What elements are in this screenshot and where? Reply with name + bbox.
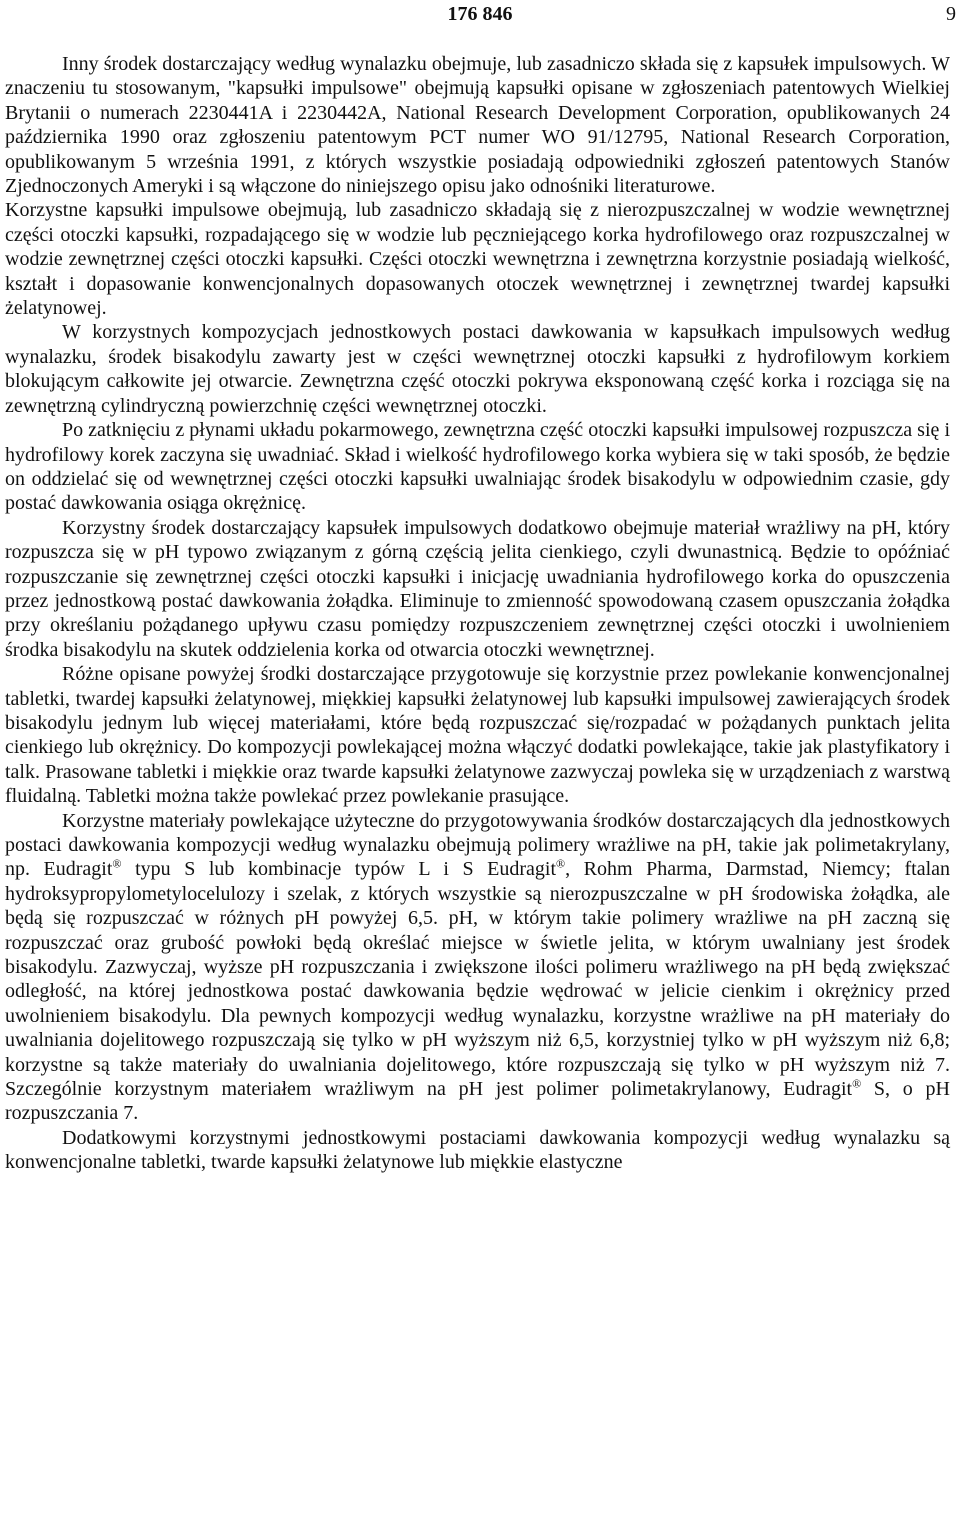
paragraph: Po zatknięciu z płynami układu pokarmowego, zewnętrzna część otoczki kapsułki impulsowej rozpuszcza się i hydrofilowy korek zaczyna się uwadniać. Skład i wielkość hydrofilowego korka wybiera się w taki sposób, że będzie on oddzielać się od wewnętrznej części otoczki kapsułki uwalniając środek bisakodylu w odpowiednim czasie, gdy postać dawkowania osiąga okrężnicę. (5, 419, 950, 515)
paragraph: Inny środek dostarczający według wynalazku obejmuje, lub zasadniczo składa się z kapsułek impulsowych. W znaczeniu tu stosowanym, "kapsułki impulsowe" obejmują kapsułki opisane w zgłoszeniach patentowych Wielkiej Brytanii o numerach 2230441A i 2230442A, National Research Development Corporation, opublikowanych 24 października 1990 oraz zgłoszeniu patentowym PCT numer WO 91/12795, National Research Corporation, opublikowanym 5 września 1991, z których wszystkie posiadają odpowiedniki zgłoszeń patentowych Stanów Zjednoczonych Ameryki i są włączone do niniejszego opisu jako odnośniki literaturowe. (5, 53, 950, 198)
paragraph: W korzystnych kompozycjach jednostkowych postaci dawkowania w kapsułkach impulsowych według wynalazku, środek bisakodylu zawarty jest w części wewnętrznej otoczki kapsułki z hydrofilowym korkiem blokującym całkowite jej otwarcie. Zewnętrzna część otoczki pokrywa eksponowaną część korka i rozciąga się na zewnętrzną cylindryczną powierzchnię części wewnętrznej otoczki. (5, 321, 950, 417)
paragraph: Korzystne materiały powlekające użyteczne do przygotowywania środków dostarczających dla jednostkowych postaci dawkowania kompozycji według wynalazku obejmują polimery wrażliwe na pH, takie jak polimetakrylany, np. Eudragit® typu S lub kombinacje typów L i S Eudragit®, Rohm Pharma, Darmstad, Niemcy; ftalan hydroksypropylometylocelulozy i szelak, z których wszystkie są nierozpuszczalne w pH środowiska żołądka, ale będą się rozpuszczać w różnych pH powyżej 6,5. pH, w którym takie polimery wrażliwe na pH zaczną się rozpuszczać oraz grubość powłoki będą określać miejsce w świetle jelita, w którym uwalniany jest środek bisakodylu. Zazwyczaj, wyższe pH rozpuszczania i zwiększone ilości polimeru wrażliwego na pH będą zwiększać odległość, na której jednostkowa postać dawkowania będzie wędrować w jelicie cienkim i okrężnicy przed uwolnieniem bisakodylu. Dla pewnych kompozycji według wynalazku, korzystne wrażliwe na pH materiały do uwalniania dojelitowego rozpuszczają się tylko w pH wyższym niż 6,5, korzystniej tylko w pH wyższym niż 6,8; korzystne są także materiały do uwalniania dojelitowego, które rozpuszczają się tylko w pH wyższym niż 7. Szczególnie korzystnym materiałem wrażliwym na pH jest polimer polimetakrylanowy, Eudragit® S, o pH rozpuszczania 7. (5, 809, 951, 1125)
paragraph: Dodatkowymi korzystnymi jednostkowymi postaciami dawkowania kompozycji według wynalazku są konwencjonalne tabletki, twarde kapsułki żelatynowe lub miękkie elastyczne (5, 1126, 950, 1174)
paragraph: Różne opisane powyżej środki dostarczające przygotowuje się korzystnie przez powlekanie konwencjonalnej tabletki, twardej kapsułki żelatynowej, miękkiej kapsułki żelatynowej lub kapsułki impulsowej zawierających środek bisakodylu jednym lub więcej materiałami, które będą rozpuszczać się/rozpadać w pożądanych punktach jelita cienkiego lub okrężnicy. Do kompozycji powlekającej można włączyć dodatki powlekające, takie jak plastyfikatory i talk. Prasowane tabletki i miękkie oraz twarde kapsułki żelatynowe zazwyczaj powleka się w urządzeniach z warstwą fluidalną. Tabletki można także powlekać przez powlekanie prasujące. (5, 663, 950, 808)
paragraph: Korzystne kapsułki impulsowe obejmują, lub zasadniczo składają się z nierozpuszczalnej w wodzie wewnętrznej części otoczki kapsułki, rozpadającego się w wodzie lub pęczniejącego korka hydrofilowego oraz rozpuszczalnej w wodzie zewnętrznej części otoczki kapsułki. Części otoczki wewnętrzna i zewnętrzna korzystnie posiadają wielkość, kształt i dopasowanie konwencjonalnych dopasowanych otoczek wewnętrznej i zewnętrznej twardej kapsułki żelatynowej. (5, 199, 950, 320)
patent-number: 176 846 (447, 3, 513, 25)
document-body (5, 52, 950, 1175)
paragraph: Korzystny środek dostarczający kapsułek impulsowych dodatkowo obejmuje materiał wrażliwy na pH, który rozpuszcza się w pH typowo związanym z górną częścią jelita cienkiego, czyli dwunastnicą. Będzie to opóźniać rozpuszczanie się zewnętrznej części otoczki kapsułki i inicjację uwadniania hydrofilowego korka do opuszczenia przez jednostkową postać dawkowania żołądka. Eliminuje to zmienność spowodowaną czasem opuszczania żołądka przy określaniu pożądanego upływu czasu pomiędzy rozpuszczeniem zewnętrznej części otoczki i uwolnieniem środka bisakodylu na skutek oddzielenia korka od otwarcia otoczki wewnętrznej. (5, 516, 950, 661)
page-number: 9 (946, 3, 956, 25)
